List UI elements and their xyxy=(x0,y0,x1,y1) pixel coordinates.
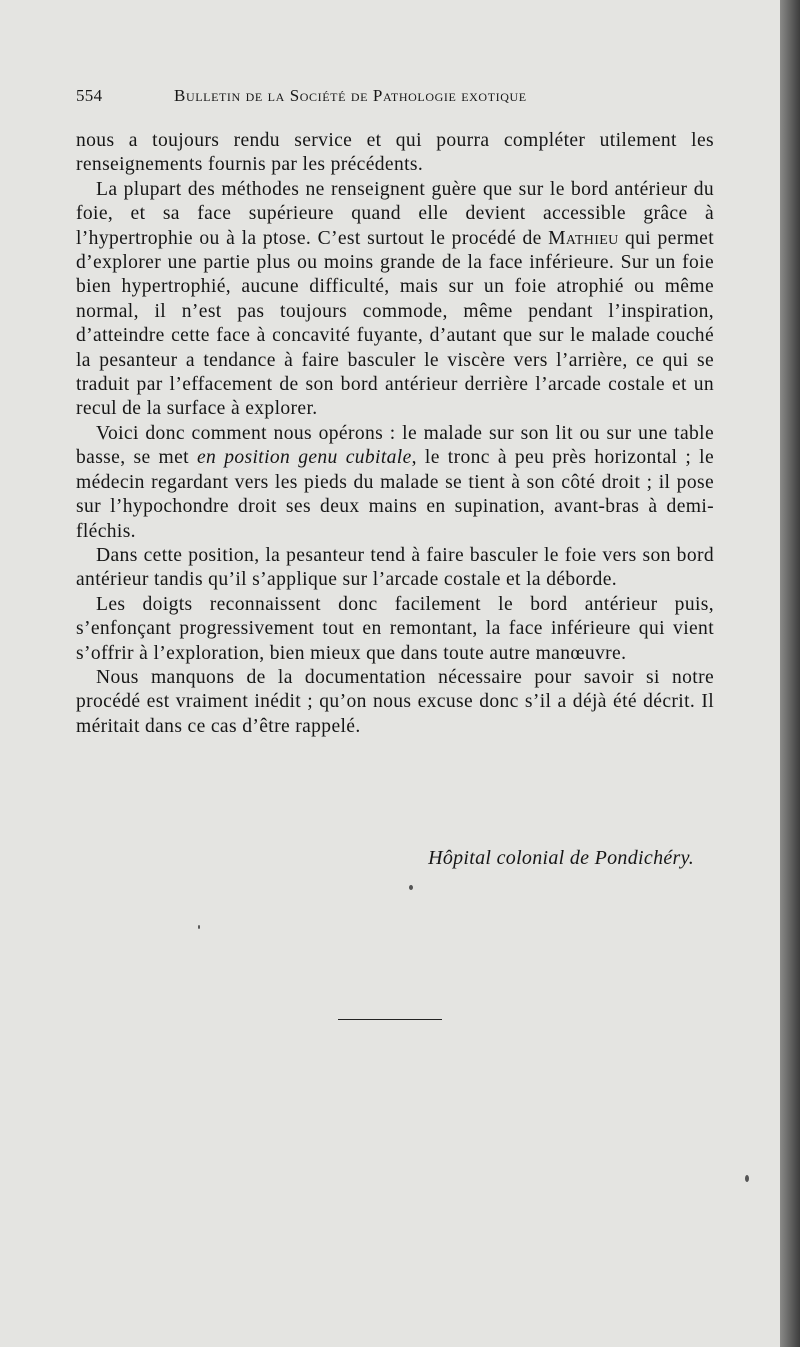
paragraph-fingers xyxy=(76,593,714,666)
author-name: Mathieu xyxy=(548,227,619,249)
end-rule xyxy=(338,1019,442,1020)
paragraph-procedure xyxy=(76,422,714,544)
page-number: 554 xyxy=(76,86,103,105)
paragraph-text: Les doigts reconnaissent donc facilement le bord antérieur puis, s’enfonçant progressivement tout en remontant, la face inférieure qui vient s’offrir à l’exploration, bien mieux que dans toute autre manœuvre. xyxy=(76,593,714,664)
journal-title: Bulletin de la Société de Pathologie exotique xyxy=(174,86,527,105)
paragraph-methods xyxy=(76,178,714,422)
paragraph-position xyxy=(76,544,714,593)
paragraph-text: nous a toujours rendu service et qui pourra compléter utilement les renseignements fournis par les précédents. xyxy=(76,130,714,176)
signature-line: Hôpital colonial de Pondichéry. xyxy=(428,847,694,869)
paragraph-text: , le tronc à peu près horizontal ; le médecin regardant vers les pieds du malade se tient à son côté droit ; il pose sur l’hypochondre droit ses deux mains en supination, avant-bras à demi-fléchis. xyxy=(76,447,714,542)
print-speck xyxy=(745,1175,749,1182)
paragraph-continuation xyxy=(76,129,714,178)
paragraph-conclusion xyxy=(76,666,714,739)
paragraph-text: Voici donc comment nous opérons : le malade sur son lit ou sur une table basse, se met xyxy=(76,422,714,469)
paragraph-text: Nous manquons de la documentation nécessaire pour savoir si notre procédé est vraiment inédit ; qu’on nous excuse donc s’il a déjà été décrit. Il méritait dans ce cas d’être rappelé. xyxy=(76,666,714,737)
page-edge-shadow xyxy=(780,0,800,1347)
paragraph-text: Dans cette position, la pesanteur tend à faire basculer le foie vers son bord antérieur tandis qu’il s’applique sur l’arcade costale et la déborde. xyxy=(76,544,714,591)
italic-term: en position genu cubitale xyxy=(197,447,412,469)
print-speck xyxy=(409,885,413,890)
paragraph-text: qui permet d’explorer une partie plus ou moins grande de la face inférieure. Sur un foie bien hypertrophié, aucune difficulté, mais sur un foie atrophié ou même normal, il n’est pas toujours commode, même pendant l’inspiration, d’atteindre cette face à concavité fuyante, d’autant que sur le malade couché la pesanteur a tendance à faire basculer le viscère vers l’arrière, ce qui se traduit par l’effacement de son bord antérieur derrière l’arcade costale et un recul de la surface à explorer. xyxy=(76,227,714,420)
print-speck xyxy=(198,925,200,929)
body-text xyxy=(76,129,714,739)
running-head xyxy=(76,86,716,110)
paragraph-text: La plupart des méthodes ne renseignent guère que sur le bord antérieur du foie, et sa face supérieure quand elle devient accessible grâce à l’hypertrophie ou à la ptose. C’est surtout le procédé de xyxy=(76,178,714,249)
